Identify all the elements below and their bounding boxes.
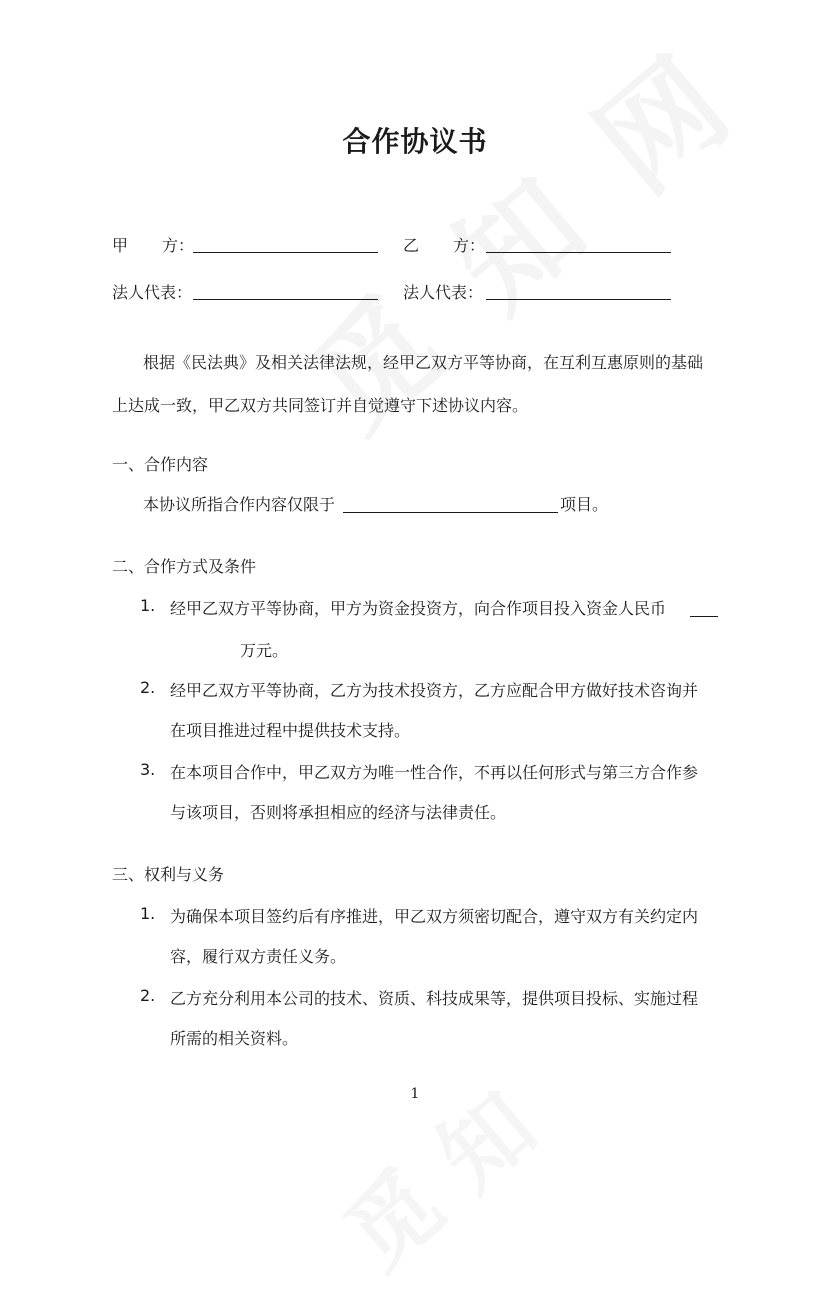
section-2-item-2-num: 2. bbox=[140, 678, 156, 697]
section-3-item-1-line-1: 为确保本项目签约后有序推进，甲乙双方须密切配合，遵守双方有关约定内 bbox=[170, 907, 699, 926]
section-1-body-suffix: 项目。 bbox=[560, 495, 609, 514]
section-1-heading: 一、合作内容 bbox=[112, 455, 209, 474]
section-3-item-1-line-2: 容，履行双方责任义务。 bbox=[170, 947, 347, 966]
cooperation-content-field[interactable] bbox=[343, 512, 558, 513]
section-2-heading: 二、合作方式及条件 bbox=[112, 557, 257, 576]
section-3-item-2-num: 2. bbox=[140, 986, 156, 1005]
investment-amount-field[interactable] bbox=[690, 616, 718, 617]
party-b-label-first: 乙 bbox=[403, 236, 420, 255]
section-2-item-1-num: 1. bbox=[140, 596, 156, 615]
rep-a-field[interactable] bbox=[193, 299, 378, 300]
section-2-item-2-line-2: 在项目推进过程中提供技术支持。 bbox=[170, 721, 411, 740]
section-3-item-2-line-2: 所需的相关资料。 bbox=[170, 1029, 299, 1048]
party-a-field[interactable] bbox=[193, 252, 378, 253]
rep-b-label: 法人代表： bbox=[403, 283, 484, 302]
section-2-item-3-num: 3. bbox=[140, 760, 156, 779]
rep-a-label: 法人代表： bbox=[112, 283, 193, 302]
rep-b-field[interactable] bbox=[486, 299, 671, 300]
intro-line-2: 上达成一致，甲乙双方共同签订并自觉遵守下述协议内容。 bbox=[112, 396, 529, 415]
party-a-label-first: 甲 bbox=[112, 236, 129, 255]
page-number: 1 bbox=[410, 1086, 420, 1102]
section-2-item-3-line-2: 与该项目，否则将承担相应的经济与法律责任。 bbox=[170, 803, 507, 822]
page-title: 合作协议书 bbox=[342, 125, 488, 158]
section-2-item-1-line-1: 经甲乙双方平等协商，甲方为资金投资方，向合作项目投入资金人民币 bbox=[170, 599, 667, 618]
section-3-heading: 三、权利与义务 bbox=[112, 865, 225, 884]
party-b-field[interactable] bbox=[486, 252, 671, 253]
intro-line-1: 根据《民法典》及相关法律法规，经甲乙双方平等协商，在互利互惠原则的基础 bbox=[143, 353, 704, 372]
section-2-item-3-line-1: 在本项目合作中，甲乙双方为唯一性合作，不再以任何形式与第三方合作参 bbox=[170, 763, 699, 782]
section-3-item-1-num: 1. bbox=[140, 904, 156, 923]
party-b-label-second: 方： bbox=[453, 236, 486, 255]
section-2-item-1-line-2: 万元。 bbox=[240, 641, 289, 660]
section-3-item-2-line-1: 乙方充分利用本公司的技术、资质、科技成果等，提供项目投标、实施过程 bbox=[170, 989, 699, 1008]
party-a-label-second: 方： bbox=[162, 236, 195, 255]
section-1-body-prefix: 本协议所指合作内容仅限于 bbox=[143, 495, 336, 514]
section-2-item-2-line-1: 经甲乙双方平等协商，乙方为技术投资方，乙方应配合甲方做好技术咨询并 bbox=[170, 681, 699, 700]
